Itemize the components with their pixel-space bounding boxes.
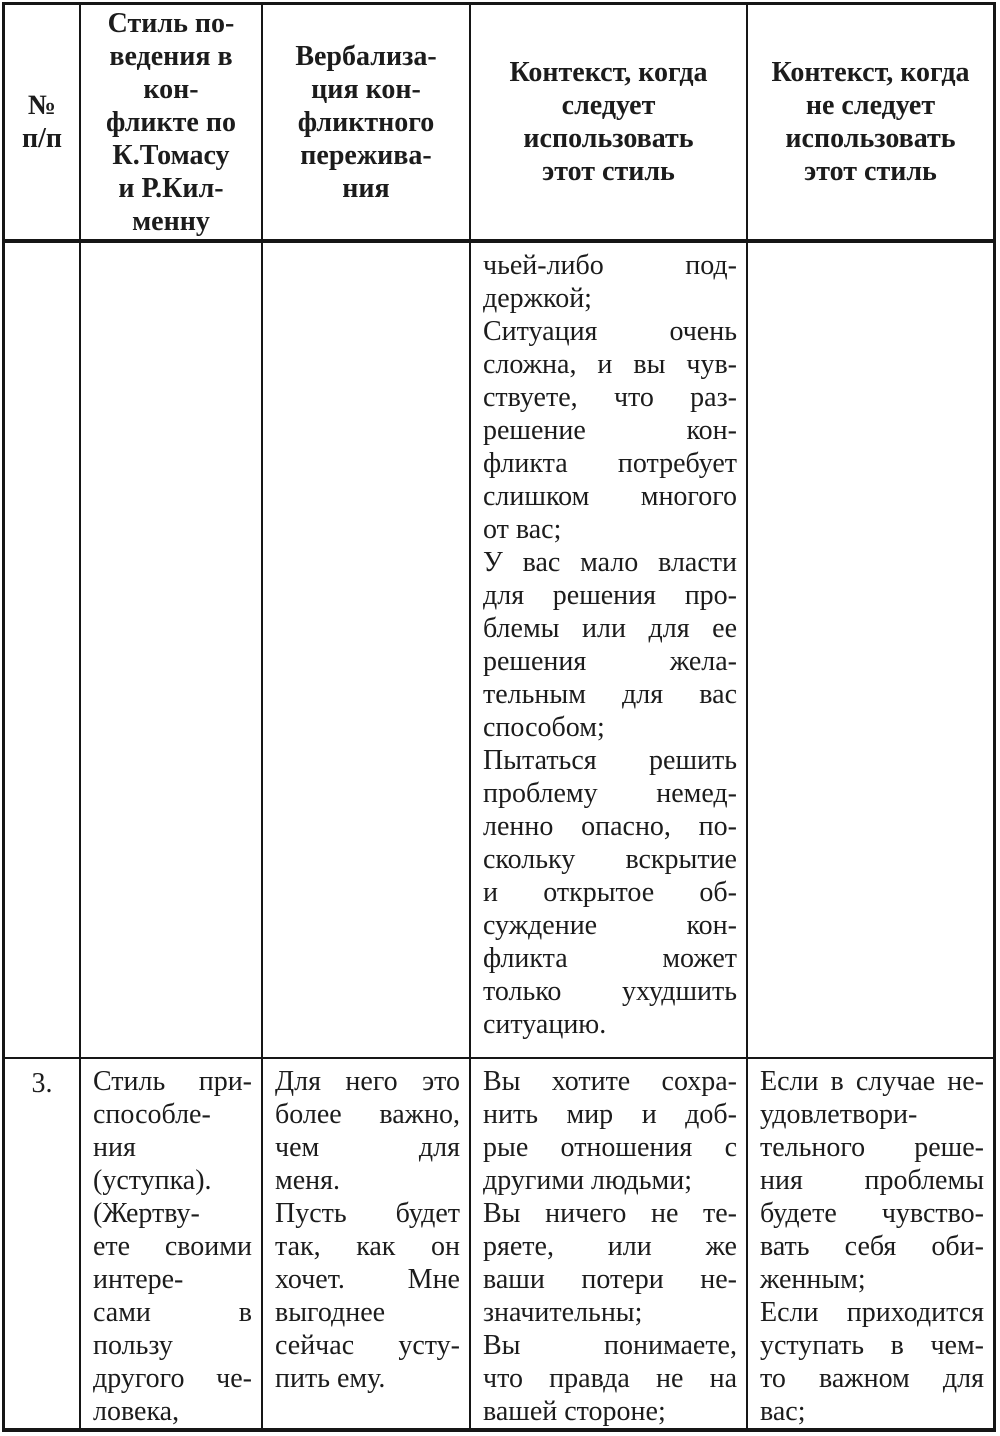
- text-line: вас;: [760, 1396, 806, 1427]
- text-line: пить ему.: [275, 1363, 386, 1394]
- text-line: Вербализа-: [295, 40, 437, 72]
- text-line: менну: [132, 205, 210, 237]
- text-line: тельным для вас: [483, 679, 737, 710]
- text-line: более важно,: [275, 1099, 460, 1130]
- text-line: вашей стороне;: [483, 1396, 666, 1427]
- text-line: ния: [93, 1132, 136, 1163]
- text-line: ваши потери не-: [483, 1264, 737, 1295]
- text-line: решения жела-: [483, 646, 737, 677]
- text-line: чем для: [275, 1132, 460, 1163]
- cell-r0-verbalization: [263, 243, 471, 1059]
- cell-r1-not-use-context: [748, 1059, 993, 1428]
- text-line: способле-: [93, 1099, 211, 1130]
- cell-r0-num: [5, 243, 81, 1059]
- text-line: (уступка).: [93, 1165, 212, 1196]
- header-cell-not-use-context: [748, 5, 993, 243]
- text-line: (Жертву-: [93, 1198, 200, 1229]
- text-line: сейчас усту-: [275, 1330, 460, 1361]
- text-line: скольку вскрытие: [483, 844, 737, 875]
- text-line: то важном для: [760, 1363, 984, 1394]
- text-line: для решения про-: [483, 580, 737, 611]
- text-line: Пусть будет: [275, 1198, 460, 1229]
- text-line: держкой;: [483, 283, 592, 314]
- text-line: другого че-: [93, 1363, 252, 1394]
- cell-r0-not-use-context: [748, 243, 993, 1059]
- text-line: значительны;: [483, 1297, 643, 1328]
- text-line: решение кон-: [483, 415, 737, 446]
- text-line: меня.: [275, 1165, 341, 1196]
- text-line: не следует: [805, 90, 936, 121]
- text-line: ния проблемы: [760, 1165, 984, 1196]
- text-line: Контекст, когда: [509, 57, 708, 88]
- text-line: слишком многого: [483, 481, 737, 512]
- text-line: чьей-либо под-: [483, 250, 737, 281]
- text-line: способом;: [483, 712, 605, 743]
- cell-r0-style: [81, 243, 263, 1059]
- text-line: следует: [561, 90, 656, 121]
- text-line: Контекст, когда: [771, 57, 970, 88]
- text-line: от вас;: [483, 514, 562, 545]
- text-line: Если в случае не-: [760, 1066, 984, 1097]
- text-line: Ситуация очень: [483, 316, 737, 347]
- text-line: п/п: [21, 123, 63, 154]
- text-line: Вы ничего не те-: [483, 1198, 737, 1229]
- header-cell-style: [81, 5, 263, 243]
- text-line: использовать: [523, 123, 694, 154]
- text-line: ция кон-: [311, 73, 421, 105]
- cell-r1-num: 3.: [5, 1059, 81, 1428]
- text-line: Стиль при-: [93, 1066, 252, 1097]
- text-line: интере-: [93, 1264, 184, 1295]
- text-line: ведения в: [109, 40, 233, 72]
- text-line: другими людьми;: [483, 1165, 693, 1196]
- cell-r1-style: [81, 1059, 263, 1428]
- text-line: суждение кон-: [483, 910, 737, 941]
- text-line: женным;: [760, 1264, 866, 1295]
- text-line: ленно опасно, по-: [483, 811, 737, 842]
- text-line: сложна, и вы чув-: [483, 349, 737, 380]
- text-line: Вы понимаете,: [483, 1330, 737, 1361]
- text-line: фликтного: [297, 106, 435, 138]
- cell-r1-use-context: [471, 1059, 748, 1428]
- text-line: выгоднее: [275, 1297, 386, 1328]
- text-line: фликта может: [483, 943, 737, 974]
- text-line: и Р.Кил-: [118, 172, 224, 204]
- text-line: уступать в чем-: [760, 1330, 984, 1361]
- header-cell-num: [5, 5, 81, 243]
- text-line: ствуете, что раз-: [483, 382, 737, 413]
- conflict-styles-table: [2, 2, 996, 1432]
- text-line: Стиль по-: [107, 7, 235, 39]
- text-line: будете чувство-: [760, 1198, 984, 1229]
- text-line: хочет. Мне: [275, 1264, 460, 1295]
- text-line: Для него это: [275, 1066, 460, 1097]
- text-line: проблему немед-: [483, 778, 737, 809]
- text-line: ловека,: [93, 1396, 180, 1427]
- text-line: Пытаться решить: [483, 745, 737, 776]
- text-line: фликта потребует: [483, 448, 737, 479]
- text-line: ния: [342, 172, 390, 204]
- text-line: ете своими: [93, 1231, 252, 1262]
- text-line: фликте по: [106, 106, 236, 138]
- text-line: К.Томасу: [112, 139, 230, 171]
- header-cell-use-context: [471, 5, 748, 243]
- text-line: этот стиль: [804, 156, 937, 187]
- text-line: нить мир и доб-: [483, 1099, 737, 1130]
- text-line: блемы или для ее: [483, 613, 737, 644]
- text-line: ситуацию.: [483, 1009, 607, 1040]
- text-line: Если приходится: [760, 1297, 984, 1328]
- text-line: ряете, или же: [483, 1231, 737, 1262]
- text-line: только ухудшить: [483, 976, 737, 1007]
- text-line: так, как он: [275, 1231, 460, 1262]
- text-line: удовлетвори-: [760, 1099, 918, 1130]
- header-cell-verbalization: [263, 5, 471, 243]
- text-line: использовать: [785, 123, 956, 154]
- text-line: сами в: [93, 1297, 252, 1328]
- text-line: и открытое об-: [483, 877, 737, 908]
- cell-r0-use-context: [471, 243, 748, 1059]
- text-line: этот стиль: [542, 156, 675, 187]
- text-line: кон-: [143, 73, 199, 105]
- text-line: №: [27, 90, 57, 121]
- text-line: вать себя оби-: [760, 1231, 984, 1262]
- text-line: рые отношения с: [483, 1132, 737, 1163]
- text-line: Вы хотите сохра-: [483, 1066, 737, 1097]
- text-line: пользу: [93, 1330, 173, 1361]
- text-line: что правда не на: [483, 1363, 737, 1394]
- cell-r1-verbalization: [263, 1059, 471, 1428]
- text-line: пережива-: [300, 139, 432, 171]
- text-line: У вас мало власти: [483, 547, 737, 578]
- text-line: тельного реше-: [760, 1132, 984, 1163]
